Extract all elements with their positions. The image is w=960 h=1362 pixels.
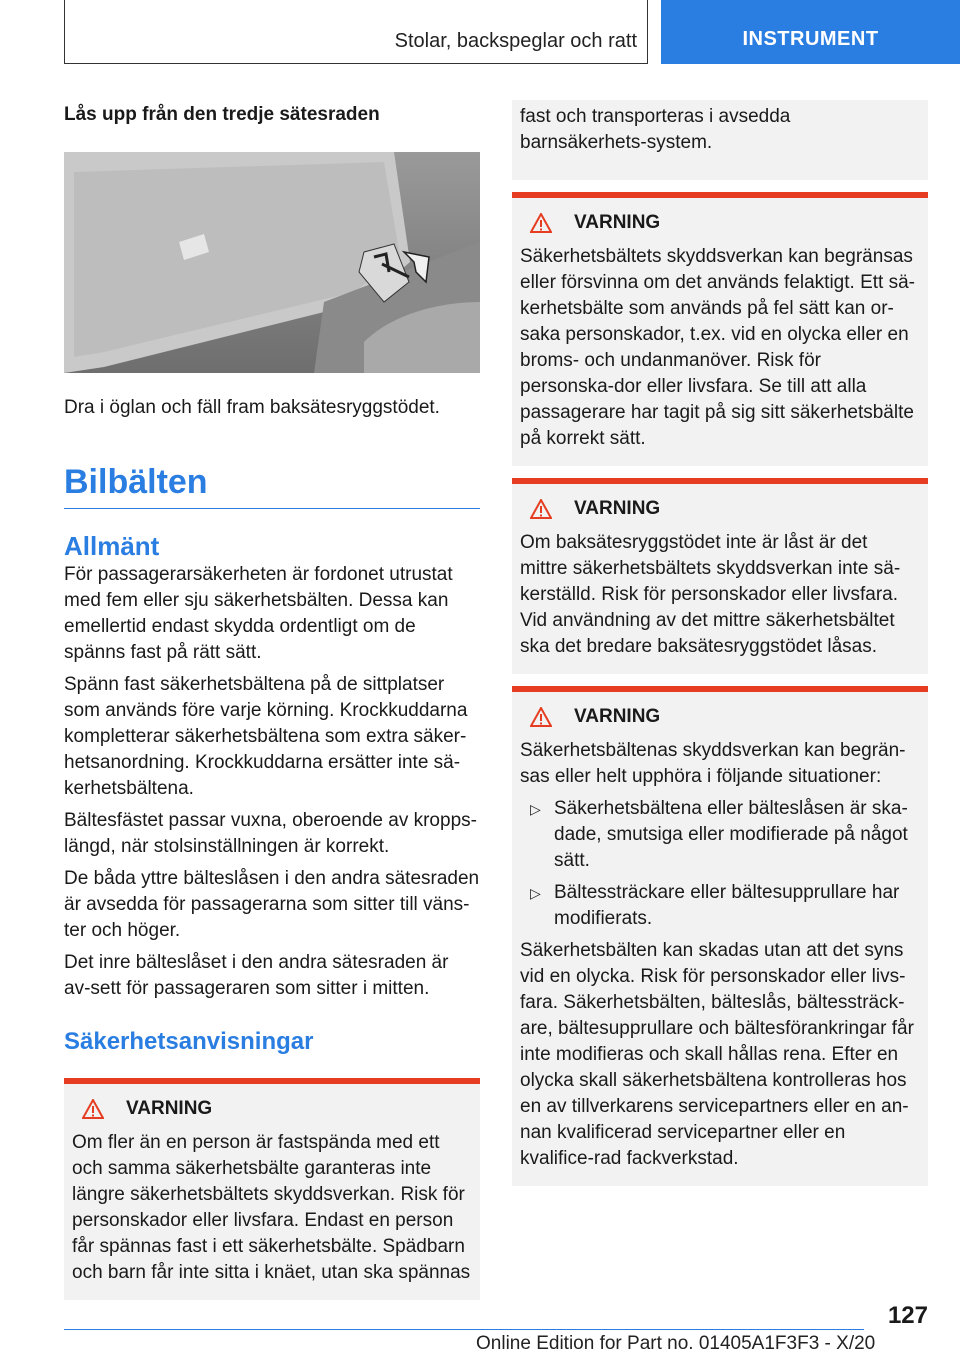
warning-continuation: fast och transporteras i avsedda barnsäkerhets-system.	[512, 100, 928, 180]
warning-intro: Säkerhetsbältenas skyddsverkan kan begrän-sas eller helt upphöra i följande situationer:	[520, 740, 906, 787]
paragraph: Bältesfästet passar vuxna, oberoende av kropps-längd, när stolsinställningen är korrekt.	[64, 810, 477, 857]
warning-triangle-icon	[530, 213, 552, 233]
section-title: Stolar, backspeglar och ratt	[394, 30, 637, 52]
page-number: 127	[887, 1302, 928, 1329]
warning-box	[512, 686, 928, 1186]
right-column	[512, 100, 928, 1186]
left-column	[64, 100, 480, 1300]
warning-triangle-icon	[82, 1099, 104, 1119]
paragraph: Det inre bälteslåset i den andra sätesraden är av-sett för passageraren som sitter i mitten.	[64, 952, 449, 999]
unlock-heading: Lås upp från den tredje sätesraden	[64, 104, 380, 125]
list-item: ▷ Bältessträckare eller bältesupprullare har modifierats.	[530, 882, 900, 929]
seat-photo	[64, 152, 480, 373]
bullet-triangle-icon: ▷	[530, 885, 541, 901]
bullet-triangle-icon: ▷	[530, 801, 541, 817]
heading-seatbelts: Bilbälten	[64, 463, 480, 509]
warning-box	[64, 1078, 480, 1300]
paragraph: De båda yttre bälteslåsen i den andra sätesraden är avsedda för passagerarna som sitter till väns-ter och höger.	[64, 868, 480, 941]
warning-box	[512, 478, 928, 674]
heading-general: Allmänt	[64, 531, 160, 561]
chapter-tab[interactable]: INSTRUMENT	[661, 0, 960, 64]
warning-text: Om fler än en person är fastspända med ett och samma säkerhetsbälte garanteras inte längre säkerhetsbältets skyddsverkan. Risk för personskador eller livsfara. Endast en person får spännas fast i ett säkerhetsbälte. Spädbarn och barn får inte sitta i knäet, utan ska spännas	[72, 1132, 471, 1283]
warning-label: VARNING	[574, 212, 661, 233]
warning-text: Säkerhetsbälten kan skadas utan att det syns vid en olycka. Risk för personskador eller livs-fara. Säkerhetsbälten, bälteslås, bältessträck-are, bältesupprullare och bältesförankringar får inte modifieras och skall hållas rena. Efter en olycka skall säkerhetsbältena kontrolleras hos en av tillverkarens servicepartners eller en an-nan kvalificerad servicepartner eller en kvalifice-rad fackverkstad.	[520, 940, 914, 1169]
edition-text: Online Edition for Part no. 01405A1F3F3 - X/20	[476, 1333, 876, 1354]
photo-caption: Dra i öglan och fäll fram baksätesryggstödet.	[64, 397, 440, 418]
paragraph: För passagerarsäkerheten är fordonet utrustat med fem eller sju säkerhetsbälten. Dessa kan emellertid endast skydda ordentligt om de spänns fast på rätt sätt.	[64, 564, 453, 663]
list-item: ▷ Säkerhetsbältena eller bälteslåsen är ska-dade, smutsiga eller modifierade på något sätt.	[530, 798, 908, 871]
warning-text: Säkerhetsbältets skyddsverkan kan begränsas eller försvinna om det används felaktigt. Ett sä-kerhetsbälte som används på fel sätt kan or-saka personskador, t.ex. vid en olycka eller en broms- och undanmanöver. Risk för personska-dor eller livsfara. Se till att alla passagerare har tagit på sig sitt säkerhetsbälte på korrekt sätt.	[520, 246, 915, 449]
warning-triangle-icon	[530, 499, 552, 519]
warning-box	[512, 192, 928, 466]
warning-triangle-icon	[530, 707, 552, 727]
warning-list	[520, 796, 920, 932]
header-section-box	[64, 0, 648, 64]
paragraph: Spänn fast säkerhetsbältena på de sittplatser som används före varje körning. Krockkuddarna kompletterar säkerhetsbältena som extra säker-hetsanordning. Krockkuddarna ersätter inte sä-kerhetsbältena.	[64, 674, 468, 799]
warning-label: VARNING	[574, 706, 661, 727]
heading-safety: Säkerhetsanvisningar	[64, 1028, 314, 1055]
warning-text: Om baksätesryggstödet inte är låst är det mittre säkerhetsbältets skyddsverkan inte sä-kerställd. Risk för personskador eller livsfara. Vid användning av det mittre säkerhetsbältet ska det bredare baksätesryggstödet låsas.	[520, 532, 901, 657]
warning-label: VARNING	[574, 498, 661, 519]
footer-divider	[64, 1329, 864, 1330]
warning-label: VARNING	[126, 1098, 213, 1119]
